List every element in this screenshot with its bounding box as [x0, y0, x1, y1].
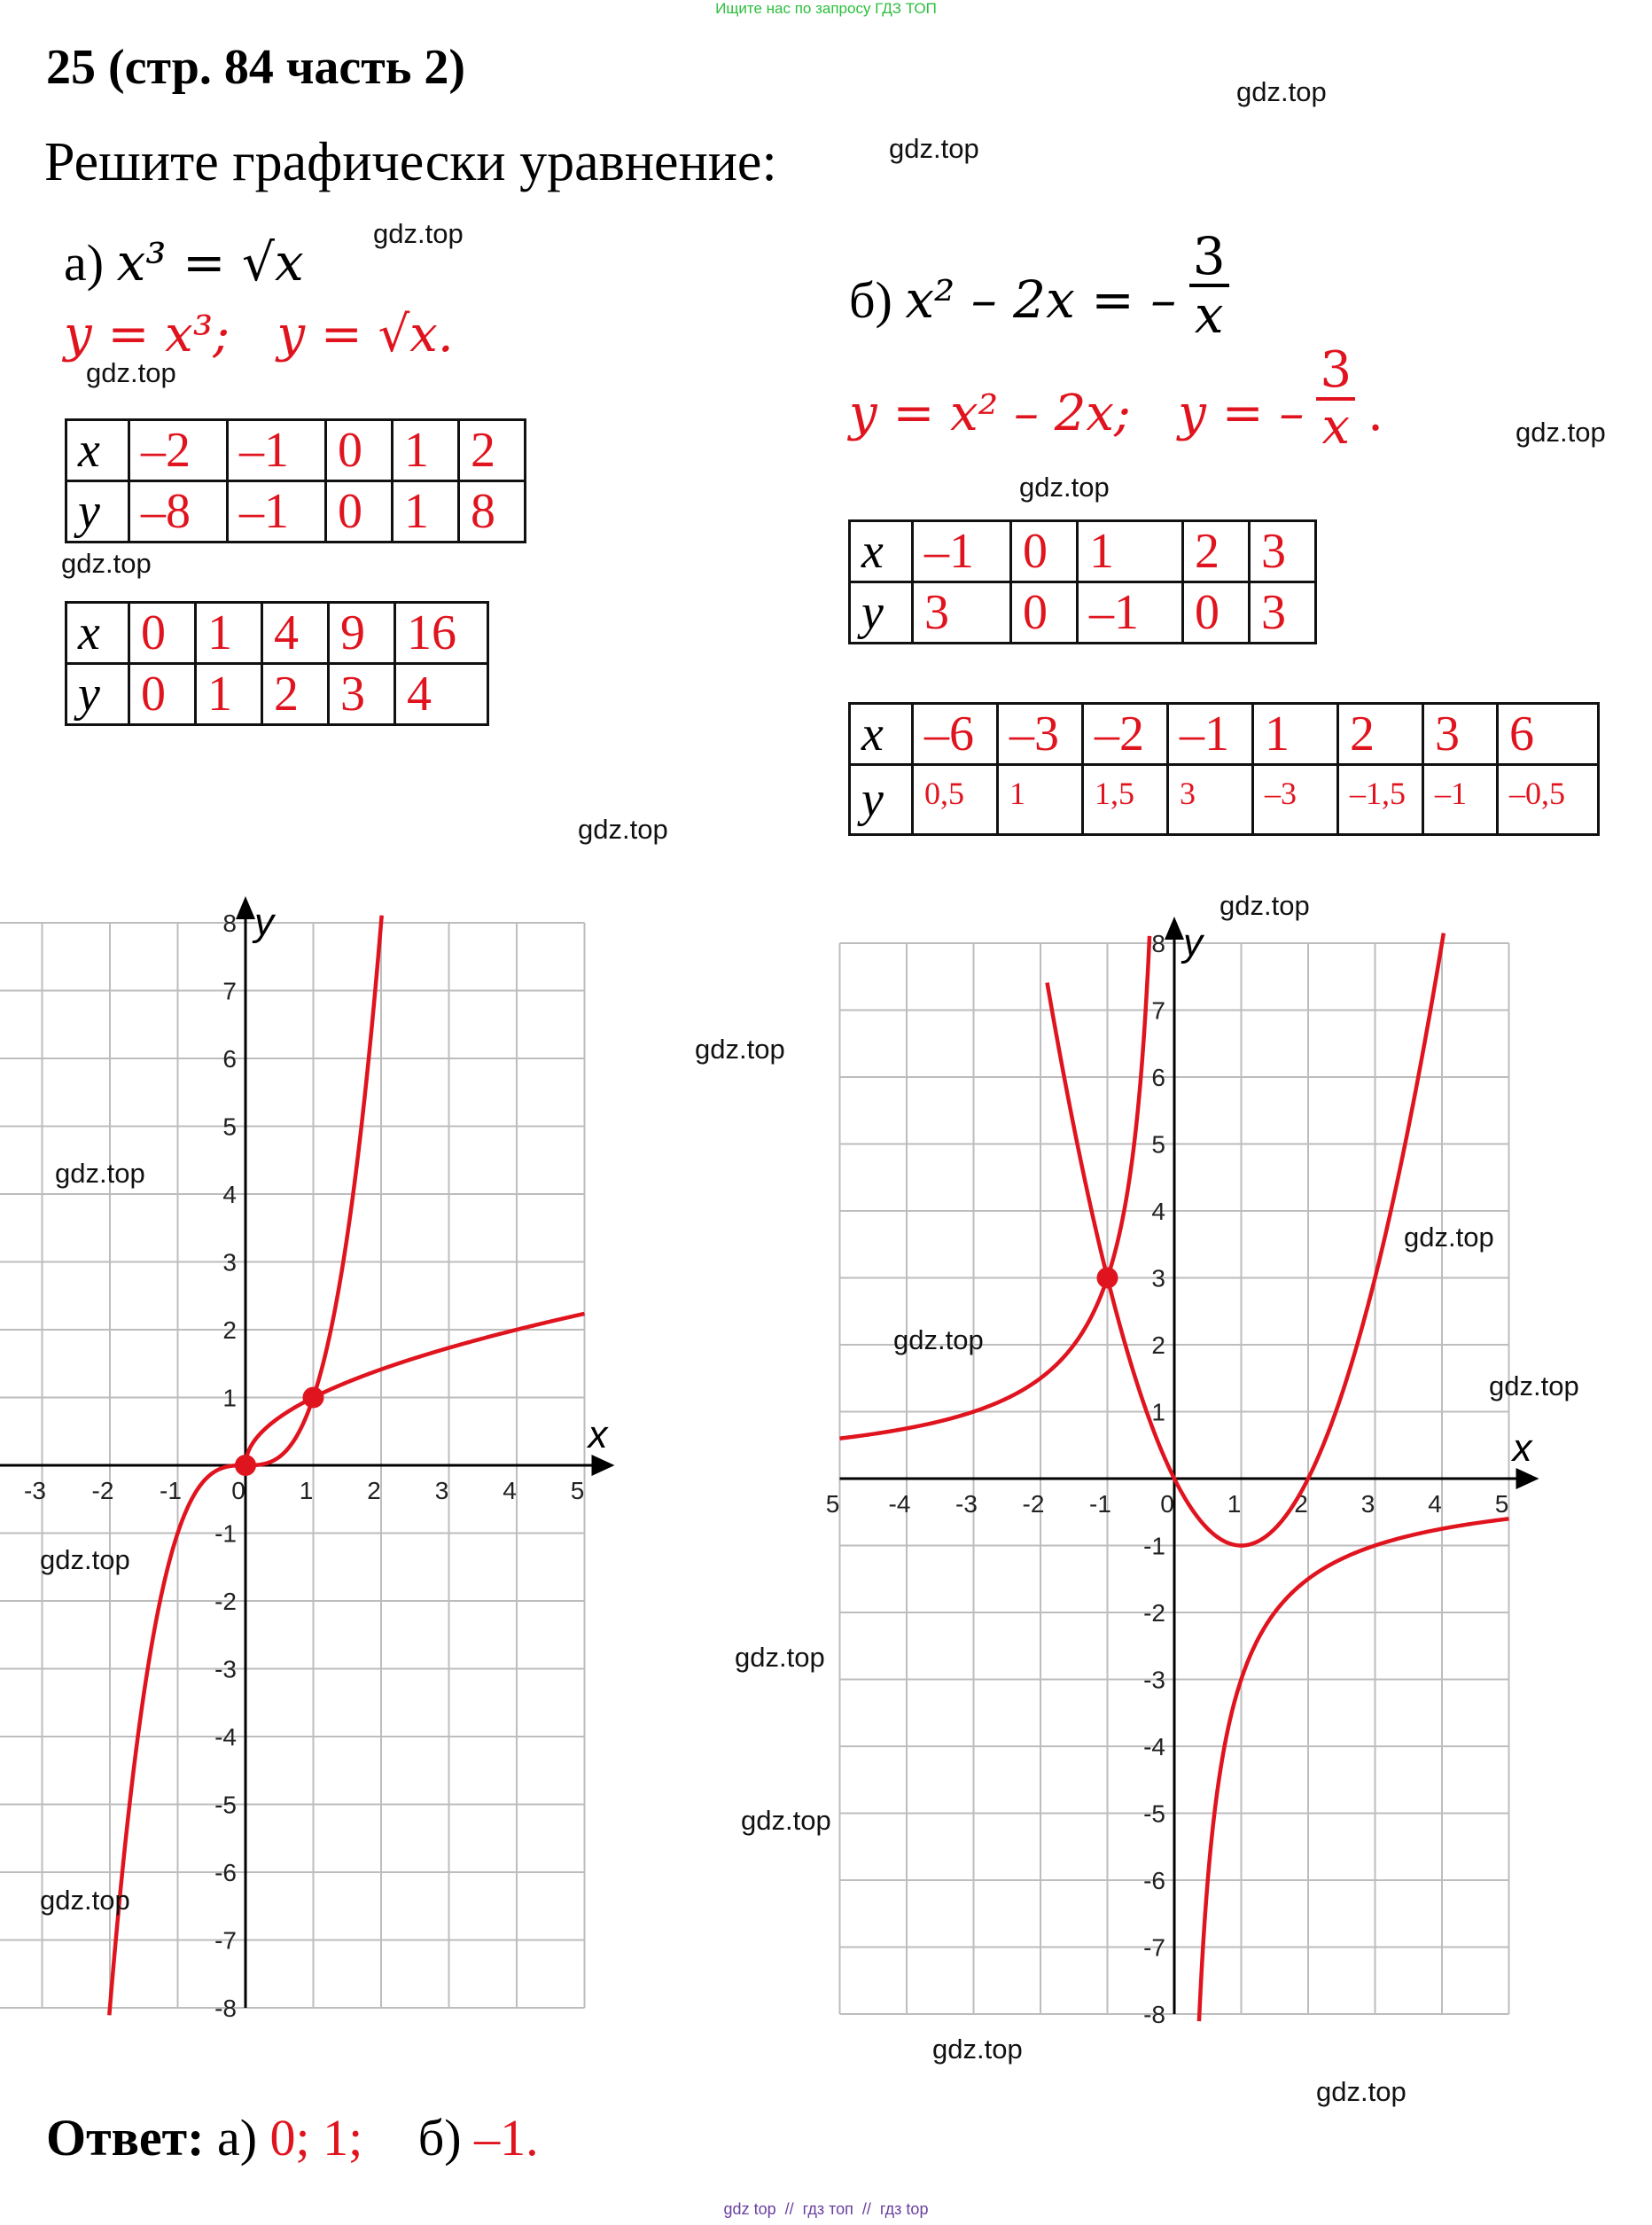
table-cell: 1: [393, 420, 459, 481]
watermark: gdz.top: [1516, 417, 1606, 448]
table-cell: –1,5: [1338, 765, 1423, 835]
table-header-x: x: [66, 420, 129, 481]
answer-b-label: б): [417, 2109, 462, 2166]
x-tick-label: -4: [888, 1490, 911, 1518]
table-cell: –1: [1423, 765, 1498, 835]
y-tick-label: -2: [214, 1588, 237, 1615]
y-tick-label: -1: [214, 1519, 237, 1548]
part-b-table-1: [848, 519, 1317, 644]
answer-b-value: –1.: [474, 2109, 539, 2166]
table-cell: –3: [998, 704, 1083, 765]
watermark: gdz.top: [932, 2034, 1023, 2065]
watermark: gdz.top: [1316, 2076, 1407, 2107]
table-cell: –1: [228, 481, 326, 543]
intersection-point: [1097, 1268, 1118, 1289]
watermark: gdz.top: [373, 218, 464, 249]
x-tick-label: 4: [503, 1477, 517, 1504]
watermark: gdz.top: [1019, 472, 1110, 503]
x-tick-label: -2: [91, 1477, 114, 1504]
answer-a-value: 0; 1;: [269, 2109, 363, 2166]
table-cell: –2: [129, 420, 228, 481]
x-tick-label: 3: [1360, 1490, 1375, 1518]
x-tick-label: 5: [1494, 1490, 1509, 1518]
table-cell: 1: [1253, 704, 1338, 765]
part-b-equation: [849, 226, 1229, 353]
watermark: gdz.top: [735, 1642, 825, 1673]
table-header-x: x: [850, 521, 913, 582]
table-cell: –3: [1253, 765, 1338, 835]
table-cell: 3: [1423, 704, 1498, 765]
table-cell: 1: [393, 481, 459, 543]
table-cell: 0: [129, 603, 196, 664]
x-tick-label: 0: [1160, 1490, 1174, 1518]
part-a-equation: [64, 232, 304, 293]
table-cell: –2: [1083, 704, 1168, 765]
y-tick-label: -5: [1143, 1800, 1165, 1828]
table-cell: 0: [1011, 521, 1078, 582]
table-cell: –1: [913, 521, 1011, 582]
y-tick-label: -4: [214, 1723, 237, 1751]
watermark: gdz.top: [741, 1805, 831, 1836]
table-cell: 9: [329, 603, 395, 664]
fraction-numerator: 3: [1316, 344, 1355, 401]
table-cell: 3: [1250, 582, 1316, 644]
part-b-func-fraction: [1316, 341, 1355, 456]
y-tick-label: 3: [222, 1248, 237, 1276]
table-cell: 0: [326, 481, 393, 543]
x-axis-arrow: [1516, 1468, 1539, 1489]
watermark: gdz.top: [86, 357, 176, 388]
x-tick-label: 5: [825, 1490, 840, 1518]
table-header-x: x: [66, 603, 129, 664]
x-axis-label: x: [588, 1413, 608, 1456]
table-cell: 0: [1183, 582, 1250, 644]
fraction-denominator: x: [1194, 285, 1224, 345]
series-line-y-3-x: [1199, 1518, 1509, 2021]
table-cell: –0,5: [1498, 765, 1599, 835]
top-notice: Ищите нас по запросу ГДЗ ТОП: [715, 0, 937, 17]
y-tick-label: 1: [222, 1384, 237, 1412]
y-axis-arrow: [236, 896, 255, 919]
y-tick-label: -4: [1143, 1733, 1165, 1760]
table-header-x: x: [850, 704, 913, 765]
part-a-table-2: [65, 601, 489, 726]
y-tick-label: -7: [1143, 1933, 1165, 1962]
y-tick-label: 4: [1151, 1198, 1165, 1225]
y-tick-label: -7: [214, 1926, 237, 1955]
x-tick-label: -3: [955, 1490, 978, 1518]
y-tick-label: 6: [222, 1045, 237, 1073]
table-header-y: y: [66, 481, 129, 543]
table-cell: –8: [129, 481, 228, 543]
x-axis-arrow: [592, 1455, 615, 1476]
x-tick-label: -1: [160, 1477, 182, 1504]
table-cell: 1,5: [1083, 765, 1168, 835]
table-cell: 2: [262, 664, 329, 725]
table-header-y: y: [66, 664, 129, 725]
table-cell: 1: [196, 664, 262, 725]
answer-label: Ответ:: [46, 2109, 205, 2166]
table-cell: 4: [262, 603, 329, 664]
y-tick-label: 6: [1151, 1064, 1165, 1091]
table-cell: 1: [196, 603, 262, 664]
table-cell: 8: [459, 481, 526, 543]
x-tick-label: 5: [570, 1477, 585, 1504]
fraction-numerator: 3: [1189, 229, 1229, 287]
watermark: gdz.top: [893, 1324, 984, 1355]
part-a-eq: x³ = √x: [116, 232, 304, 293]
table-cell: 0: [326, 420, 393, 481]
y-tick-label: 7: [222, 977, 237, 1005]
watermark: gdz.top: [695, 1034, 785, 1065]
footer: gdz top // гдз топ // гдз top: [723, 2200, 929, 2218]
table-cell: 2: [1338, 704, 1423, 765]
watermark: gdz.top: [1489, 1370, 1579, 1401]
table-cell: 2: [459, 420, 526, 481]
y-tick-label: 2: [222, 1316, 237, 1344]
y-tick-label: 1: [1151, 1398, 1165, 1426]
table-cell: 4: [395, 664, 488, 725]
y-tick-label: -2: [1143, 1599, 1165, 1627]
table-cell: 16: [395, 603, 488, 664]
x-axis-label: x: [1512, 1426, 1532, 1470]
x-tick-label: -2: [1022, 1490, 1045, 1518]
y-tick-label: -8: [214, 1995, 237, 2022]
table-cell: 3: [1168, 765, 1253, 835]
graph-b: [825, 900, 1569, 2034]
watermark: gdz.top: [1236, 76, 1327, 107]
table-header-y: y: [850, 582, 913, 644]
y-tick-label: 3: [1151, 1264, 1165, 1292]
y-tick-label: 2: [1151, 1331, 1165, 1359]
y-tick-label: -5: [214, 1791, 237, 1819]
graph-a: [24, 878, 798, 2022]
y-tick-label: 4: [222, 1181, 237, 1208]
answer-line: [46, 2108, 539, 2167]
x-tick-label: -1: [1089, 1490, 1111, 1518]
table-cell: 6: [1498, 704, 1599, 765]
part-b-eq-left: x² – 2x = –: [905, 269, 1177, 330]
table-cell: –1: [1168, 704, 1253, 765]
table-cell: 0: [1011, 582, 1078, 644]
series-line-y-x: [245, 1314, 585, 1465]
table-cell: 3: [913, 582, 1011, 644]
y-tick-label: 8: [1151, 930, 1165, 957]
x-tick-label: 2: [1294, 1490, 1308, 1518]
x-tick-label: 1: [1227, 1490, 1242, 1518]
watermark: gdz.top: [40, 1885, 130, 1916]
x-tick-label: 0: [231, 1477, 245, 1504]
series-line-y-3-x: [840, 936, 1150, 1439]
x-tick-label: -3: [24, 1477, 46, 1504]
table-cell: 3: [1250, 521, 1316, 582]
watermark: gdz.top: [40, 1544, 130, 1575]
watermark: gdz.top: [889, 133, 979, 164]
part-b-func-left: y = x² – 2x; y = –: [849, 385, 1305, 442]
part-a-table-1: [65, 418, 526, 543]
table-cell: 0,5: [913, 765, 998, 835]
y-tick-label: -6: [214, 1859, 237, 1886]
part-a-functions: y = x³; y = √x.: [64, 306, 454, 363]
y-tick-label: 5: [1151, 1130, 1165, 1159]
y-tick-label: 5: [222, 1112, 237, 1141]
y-tick-label: 7: [1151, 996, 1165, 1025]
intersection-point: [303, 1387, 324, 1409]
y-axis-label: y: [254, 901, 274, 944]
watermark: gdz.top: [55, 1158, 145, 1189]
intersection-point: [235, 1455, 256, 1476]
y-axis-label: y: [1183, 921, 1203, 964]
watermark: gdz.top: [578, 814, 668, 845]
table-cell: 2: [1183, 521, 1250, 582]
y-axis-arrow: [1165, 917, 1184, 940]
y-tick-label: -6: [1143, 1867, 1165, 1894]
part-b-table-2: [848, 702, 1600, 836]
answer-a-label: а): [216, 2109, 258, 2166]
y-tick-label: -1: [1143, 1532, 1165, 1560]
part-b-fraction: [1189, 226, 1229, 345]
x-tick-label: 4: [1428, 1490, 1442, 1518]
watermark: gdz.top: [61, 548, 152, 579]
x-tick-label: 3: [434, 1477, 449, 1504]
table-header-y: y: [850, 765, 913, 835]
table-cell: 1: [998, 765, 1083, 835]
table-cell: 3: [329, 664, 395, 725]
y-tick-label: -3: [214, 1655, 237, 1683]
part-b-functions: [849, 341, 1383, 456]
fraction-denominator: x: [1321, 398, 1351, 456]
x-tick-label: 1: [299, 1477, 314, 1504]
part-a-label: а): [64, 234, 105, 292]
instruction-text: Решите графически уравнение:: [44, 132, 777, 192]
page-title: 25 (стр. 84 часть 2): [46, 40, 466, 95]
table-cell: –6: [913, 704, 998, 765]
y-tick-label: -3: [1143, 1666, 1165, 1694]
watermark: gdz.top: [1220, 890, 1310, 921]
table-cell: 1: [1078, 521, 1183, 582]
part-b-func-end: .: [1368, 385, 1383, 442]
y-tick-label: 8: [222, 910, 237, 937]
table-cell: –1: [228, 420, 326, 481]
x-tick-label: 2: [367, 1477, 381, 1504]
part-b-label: б): [849, 271, 892, 329]
table-cell: 0: [129, 664, 196, 725]
watermark: gdz.top: [1404, 1222, 1494, 1253]
y-tick-label: -8: [1143, 2001, 1165, 2028]
table-cell: –1: [1078, 582, 1183, 644]
